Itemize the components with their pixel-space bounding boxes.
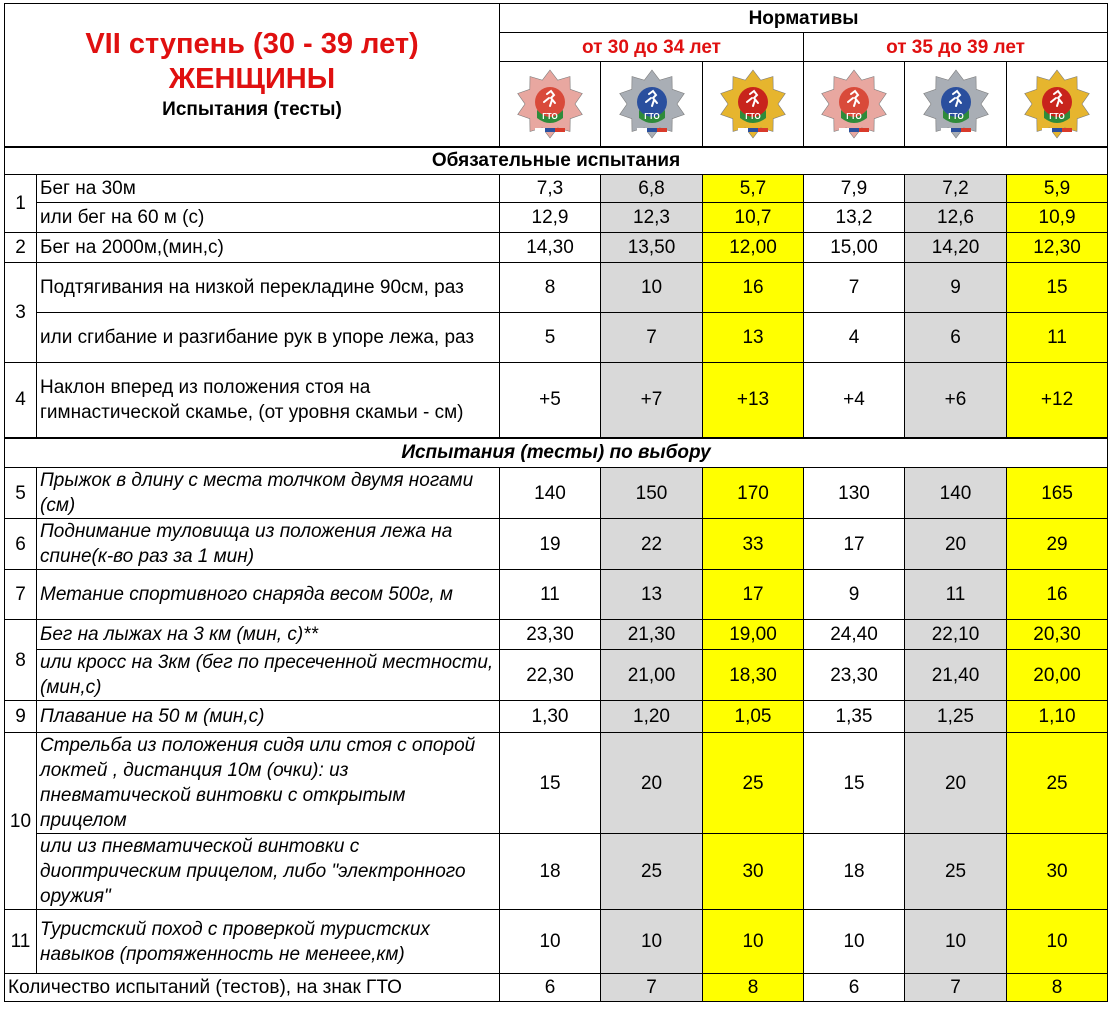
badge-cell bbox=[601, 62, 703, 147]
bronze-value: 15 bbox=[804, 733, 905, 834]
badge-label: ГТО bbox=[846, 111, 862, 121]
bronze-value: 22,30 bbox=[500, 650, 601, 701]
row-number: 5 bbox=[5, 468, 37, 519]
bronze-value: +5 bbox=[500, 363, 601, 438]
bronze-gto-badge-icon bbox=[511, 66, 589, 142]
silver-value: 10 bbox=[601, 263, 703, 313]
bronze-gto-badge-icon bbox=[815, 66, 893, 142]
silver-value: 21,30 bbox=[601, 620, 703, 650]
table-row bbox=[5, 701, 1108, 733]
bronze-value: 15 bbox=[500, 733, 601, 834]
test-name: Туристский поход с проверкой туристских навыков (протяженность не менеее,км) bbox=[37, 910, 500, 974]
badge-label: ГТО bbox=[542, 111, 558, 121]
silver-value: 21,40 bbox=[905, 650, 1007, 701]
bronze-value: 8 bbox=[500, 263, 601, 313]
gold-value: 16 bbox=[1007, 570, 1108, 620]
gold-value: 10 bbox=[1007, 910, 1108, 974]
test-name: или бег на 60 м (с) bbox=[37, 203, 500, 233]
silver-value: 12,3 bbox=[601, 203, 703, 233]
table-row bbox=[5, 233, 1108, 263]
silver-value: 20 bbox=[905, 733, 1007, 834]
silver-gto-badge-icon bbox=[917, 66, 995, 142]
title-line-1: VII ступень (30 - 39 лет) bbox=[85, 27, 419, 60]
silver-value: 140 bbox=[905, 468, 1007, 519]
gold-value: +12 bbox=[1007, 363, 1108, 438]
silver-value: 13,50 bbox=[601, 233, 703, 263]
gold-value: 5,9 bbox=[1007, 175, 1108, 203]
silver-value: 7 bbox=[601, 313, 703, 363]
age-group-1-header: от 30 до 34 лет bbox=[500, 33, 804, 62]
silver-gto-badge-icon bbox=[613, 66, 691, 142]
test-name: Бег на 30м bbox=[37, 175, 500, 203]
bronze-value: 23,30 bbox=[500, 620, 601, 650]
bronze-value: 140 bbox=[500, 468, 601, 519]
gold-value: 17 bbox=[703, 570, 804, 620]
badge-label: ГТО bbox=[947, 111, 964, 121]
row-number: 2 bbox=[5, 233, 37, 263]
row-number: 11 bbox=[5, 910, 37, 974]
gold-value: 15 bbox=[1007, 263, 1108, 313]
bronze-value: 10 bbox=[804, 910, 905, 974]
silver-value: 13 bbox=[601, 570, 703, 620]
silver-value: 7,2 bbox=[905, 175, 1007, 203]
gold-value: 10,7 bbox=[703, 203, 804, 233]
badge-label: ГТО bbox=[1049, 111, 1065, 121]
bronze-value: 4 bbox=[804, 313, 905, 363]
test-name: или из пневматической винтовки с диоптрическим прицелом, либо "электронного оружия" bbox=[37, 834, 500, 910]
row-number: 4 bbox=[5, 363, 37, 438]
silver-value: 150 bbox=[601, 468, 703, 519]
bronze-value: 23,30 bbox=[804, 650, 905, 701]
badge-label: ГТО bbox=[745, 111, 761, 121]
bronze-value: 5 bbox=[500, 313, 601, 363]
bronze-value: +4 bbox=[804, 363, 905, 438]
silver-value: +6 bbox=[905, 363, 1007, 438]
test-name: Подтягивания на низкой перекладине 90см, раз bbox=[37, 263, 500, 313]
bronze-value: 19 bbox=[500, 519, 601, 570]
gold-value: 30 bbox=[703, 834, 804, 910]
silver-value: 12,6 bbox=[905, 203, 1007, 233]
bronze-value: 18 bbox=[804, 834, 905, 910]
bronze-value: 7,3 bbox=[500, 175, 601, 203]
table-title-cell bbox=[5, 4, 500, 147]
gold-value: +13 bbox=[703, 363, 804, 438]
gold-value: 10,9 bbox=[1007, 203, 1108, 233]
section-mandatory: Обязательные испытания bbox=[5, 147, 1108, 175]
bronze-value: 17 bbox=[804, 519, 905, 570]
test-name: или кросс на 3км (бег по пресеченной местности, (мин,с) bbox=[37, 650, 500, 701]
gold-gto-badge-icon bbox=[1018, 66, 1096, 142]
gold-value: 10 bbox=[703, 910, 804, 974]
gold-value: 1,10 bbox=[1007, 701, 1108, 733]
badge-cell bbox=[500, 62, 601, 147]
table-row bbox=[5, 834, 1108, 910]
silver-value: 20 bbox=[601, 733, 703, 834]
footer-count: 8 bbox=[703, 974, 804, 1002]
silver-value: 21,00 bbox=[601, 650, 703, 701]
normatives-header: Нормативы bbox=[500, 4, 1108, 33]
row-number: 7 bbox=[5, 570, 37, 620]
gold-value: 13 bbox=[703, 313, 804, 363]
test-name: Метание спортивного снаряда весом 500г, м bbox=[37, 570, 500, 620]
gold-value: 11 bbox=[1007, 313, 1108, 363]
badge-cell bbox=[905, 62, 1007, 147]
test-name: Бег на 2000м,(мин,с) bbox=[37, 233, 500, 263]
test-name: Бег на лыжах на 3 км (мин, с)** bbox=[37, 620, 500, 650]
bronze-value: 14,30 bbox=[500, 233, 601, 263]
table-row bbox=[5, 313, 1108, 363]
silver-value: 1,25 bbox=[905, 701, 1007, 733]
bronze-value: 24,40 bbox=[804, 620, 905, 650]
table-row bbox=[5, 363, 1108, 438]
table-row bbox=[5, 910, 1108, 974]
silver-value: 22,10 bbox=[905, 620, 1007, 650]
test-name: Плавание на 50 м (мин,с) bbox=[37, 701, 500, 733]
table-row bbox=[5, 519, 1108, 570]
bronze-value: 15,00 bbox=[804, 233, 905, 263]
test-name: Прыжок в длину с места толчком двумя ногами (см) bbox=[37, 468, 500, 519]
badge-cell bbox=[804, 62, 905, 147]
row-number: 6 bbox=[5, 519, 37, 570]
bronze-value: 1,35 bbox=[804, 701, 905, 733]
gold-value: 170 bbox=[703, 468, 804, 519]
title-line-2: ЖЕНЩИНЫ bbox=[168, 62, 336, 95]
badge-cell bbox=[1007, 62, 1108, 147]
silver-value: +7 bbox=[601, 363, 703, 438]
row-number: 3 bbox=[5, 263, 37, 363]
silver-value: 10 bbox=[905, 910, 1007, 974]
bronze-value: 7 bbox=[804, 263, 905, 313]
gold-value: 25 bbox=[1007, 733, 1108, 834]
gold-value: 20,00 bbox=[1007, 650, 1108, 701]
silver-value: 6 bbox=[905, 313, 1007, 363]
section-optional: Испытания (тесты) по выбору bbox=[5, 438, 1108, 468]
gold-value: 25 bbox=[703, 733, 804, 834]
table-row bbox=[5, 650, 1108, 701]
table-row bbox=[5, 203, 1108, 233]
gold-value: 33 bbox=[703, 519, 804, 570]
test-name: Наклон вперед из положения стоя на гимнастической скамье, (от уровня скамьи - см) bbox=[37, 363, 500, 438]
footer-count: 7 bbox=[601, 974, 703, 1002]
silver-value: 25 bbox=[601, 834, 703, 910]
badge-label: ГТО bbox=[643, 111, 660, 121]
row-number: 9 bbox=[5, 701, 37, 733]
silver-value: 6,8 bbox=[601, 175, 703, 203]
table-row bbox=[5, 620, 1108, 650]
bronze-value: 1,30 bbox=[500, 701, 601, 733]
test-name: Поднимание туловища из положения лежа на спине(к-во раз за 1 мин) bbox=[37, 519, 500, 570]
table-row bbox=[5, 263, 1108, 313]
bronze-value: 11 bbox=[500, 570, 601, 620]
gold-value: 16 bbox=[703, 263, 804, 313]
gto-standards-table bbox=[4, 3, 1108, 1002]
gold-value: 12,00 bbox=[703, 233, 804, 263]
table-row bbox=[5, 175, 1108, 203]
footer-count: 6 bbox=[500, 974, 601, 1002]
gold-value: 30 bbox=[1007, 834, 1108, 910]
gold-value: 20,30 bbox=[1007, 620, 1108, 650]
table-row bbox=[5, 468, 1108, 519]
row-number: 8 bbox=[5, 620, 37, 701]
bronze-value: 130 bbox=[804, 468, 905, 519]
bronze-value: 7,9 bbox=[804, 175, 905, 203]
table-row bbox=[5, 570, 1108, 620]
gold-value: 29 bbox=[1007, 519, 1108, 570]
title-subtitle: Испытания (тесты) bbox=[162, 98, 342, 120]
bronze-value: 10 bbox=[500, 910, 601, 974]
silver-value: 1,20 bbox=[601, 701, 703, 733]
footer-count: 6 bbox=[804, 974, 905, 1002]
row-number: 10 bbox=[5, 733, 37, 910]
table-row bbox=[5, 733, 1108, 834]
silver-value: 22 bbox=[601, 519, 703, 570]
footer-count: 8 bbox=[1007, 974, 1108, 1002]
footer-row bbox=[5, 974, 1108, 1002]
silver-value: 10 bbox=[601, 910, 703, 974]
test-name: Стрельба из положения сидя или стоя с опорой локтей , дистанция 10м (очки): из пневматической винтовки с открытым прицелом bbox=[37, 733, 500, 834]
gold-value: 1,05 bbox=[703, 701, 804, 733]
silver-value: 20 bbox=[905, 519, 1007, 570]
age-group-2-header: от 35 до 39 лет bbox=[804, 33, 1108, 62]
gold-value: 5,7 bbox=[703, 175, 804, 203]
gold-value: 165 bbox=[1007, 468, 1108, 519]
silver-value: 9 bbox=[905, 263, 1007, 313]
silver-value: 11 bbox=[905, 570, 1007, 620]
test-name: или сгибание и разгибание рук в упоре лежа, раз bbox=[37, 313, 500, 363]
gold-value: 12,30 bbox=[1007, 233, 1108, 263]
row-number: 1 bbox=[5, 175, 37, 233]
bronze-value: 13,2 bbox=[804, 203, 905, 233]
gold-gto-badge-icon bbox=[714, 66, 792, 142]
footer-count: 7 bbox=[905, 974, 1007, 1002]
gold-value: 18,30 bbox=[703, 650, 804, 701]
bronze-value: 12,9 bbox=[500, 203, 601, 233]
badge-cell bbox=[703, 62, 804, 147]
bronze-value: 9 bbox=[804, 570, 905, 620]
silver-value: 25 bbox=[905, 834, 1007, 910]
footer-label: Количество испытаний (тестов), на знак ГТО bbox=[5, 974, 500, 1002]
bronze-value: 18 bbox=[500, 834, 601, 910]
silver-value: 14,20 bbox=[905, 233, 1007, 263]
gold-value: 19,00 bbox=[703, 620, 804, 650]
